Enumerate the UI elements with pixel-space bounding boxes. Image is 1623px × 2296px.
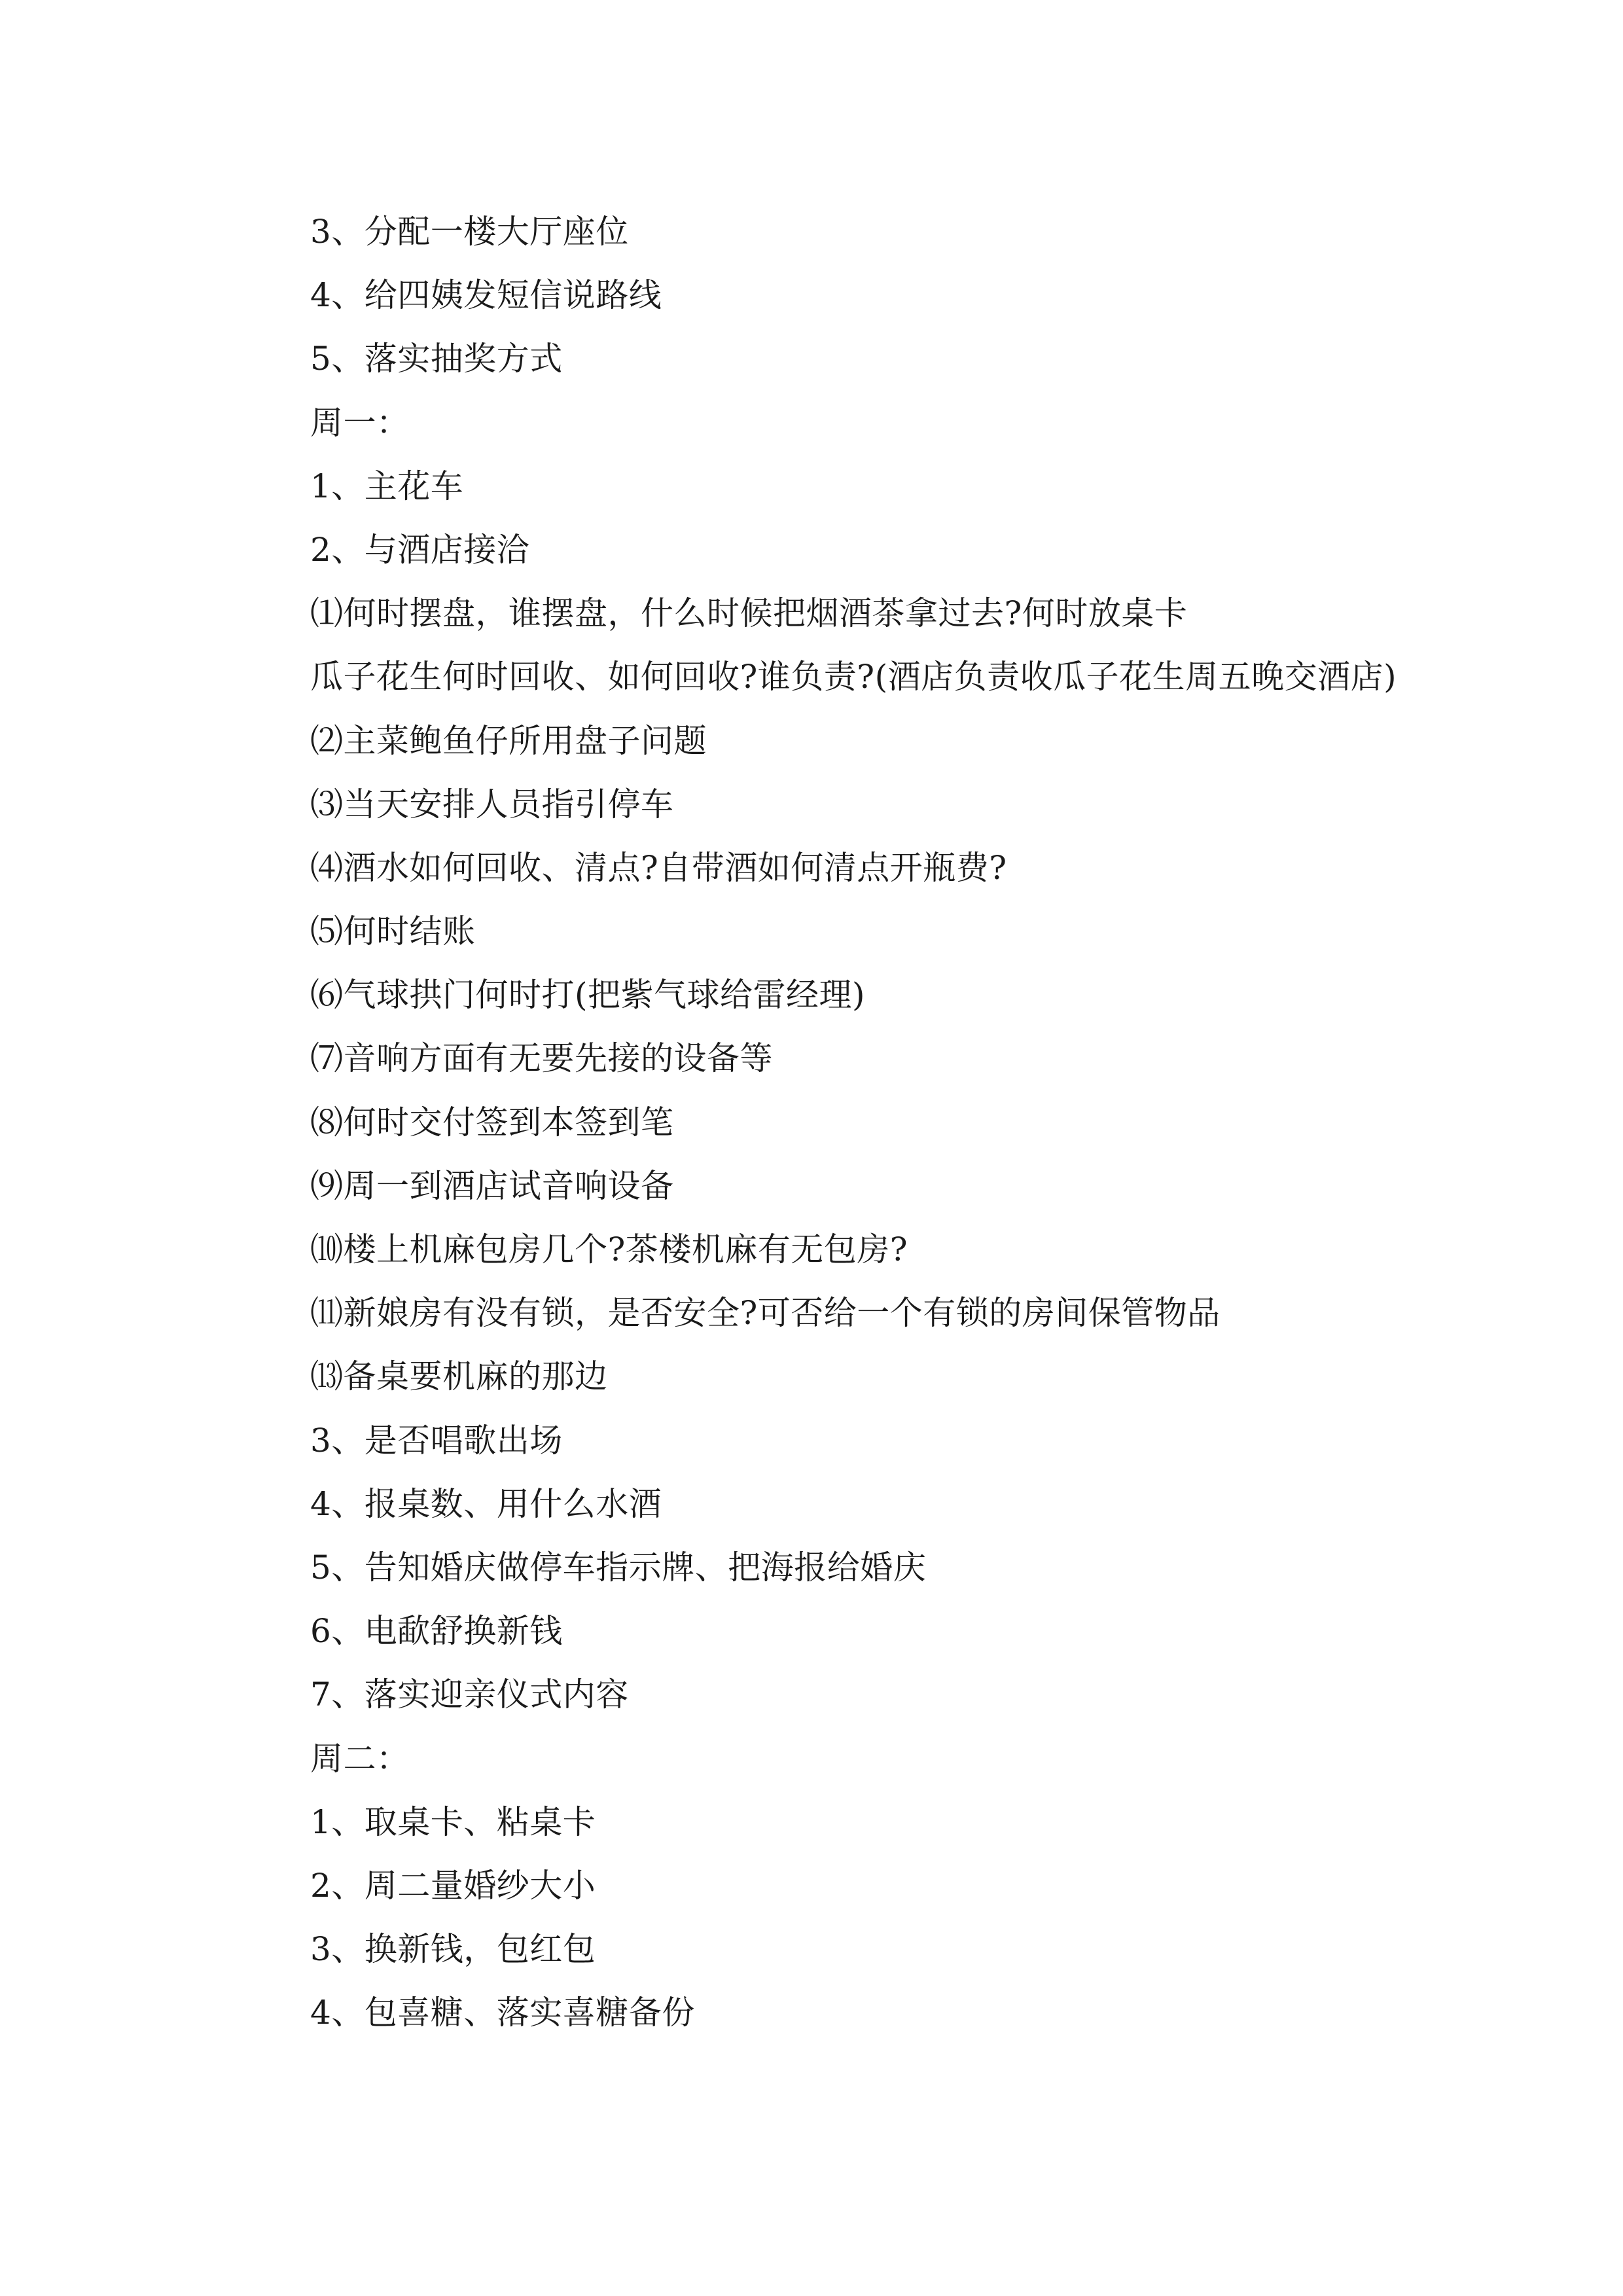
text-line: 4、报桌数、用什么水酒: [310, 1484, 662, 1523]
text-line: ⒀备桌要机麻的那边: [310, 1357, 608, 1396]
text-line: 1、主花车: [310, 467, 464, 505]
text-line: ⑺音响方面有无要先接的设备等: [310, 1039, 773, 1078]
text-line: ⑴何时摆盘，谁摆盘，什么时候把烟酒茶拿过去?何时放桌卡: [310, 594, 1188, 633]
text-line: 6、电歃舒换新钱: [310, 1612, 563, 1651]
text-line: ⑻何时交付签到本签到笔: [310, 1103, 674, 1141]
text-line: 2、与酒店接洽: [310, 530, 530, 569]
text-line: 3、换新钱，包红包: [310, 1930, 596, 1969]
text-line: 5、告知婚庆做停车指示牌、把海报给婚庆: [310, 1548, 927, 1587]
text-line: 3、是否唱歌出场: [310, 1421, 563, 1460]
document-body: [310, 200, 1436, 2045]
text-line: ⑶当天安排人员指引停车: [310, 785, 674, 823]
text-line: ⑾新娘房有没有锁，是否安全?可否给一个有锁的房间保管物品: [310, 1294, 1221, 1333]
text-line: ⑸何时结账: [310, 912, 476, 951]
text-line: 5、落实抽奖方式: [310, 340, 563, 378]
text-line: ⑹气球拱门何时打(把紫气球给雷经理): [310, 976, 866, 1014]
text-line: 2、周二量婚纱大小: [310, 1866, 596, 1905]
text-line: ⑽楼上机麻包房几个?茶楼机麻有无包房?: [310, 1230, 908, 1268]
text-line: ⑼周一到酒店试音响设备: [310, 1166, 674, 1205]
section-heading: 周一：: [310, 403, 410, 442]
text-line: ⑷酒水如何回收、清点?自带酒如何清点开瓶费?: [310, 848, 1007, 887]
text-line: 3、分配一楼大厅座位: [310, 213, 629, 251]
text-line: 1、取桌卡、粘桌卡: [310, 1803, 596, 1841]
section-heading: 周二：: [310, 1739, 410, 1778]
text-line: 瓜子花生何时回收、如何回收?谁负责?(酒店负责收瓜子花生周五晚交酒店): [310, 658, 1397, 696]
text-line: 4、给四姨发短信说路线: [310, 276, 662, 315]
text-line: ⑵主菜鲍鱼仔所用盘子问题: [310, 721, 707, 760]
text-line: 4、包喜糖、落实喜糖备份: [310, 1994, 695, 2032]
text-line: 7、落实迎亲仪式内容: [310, 1676, 629, 1714]
